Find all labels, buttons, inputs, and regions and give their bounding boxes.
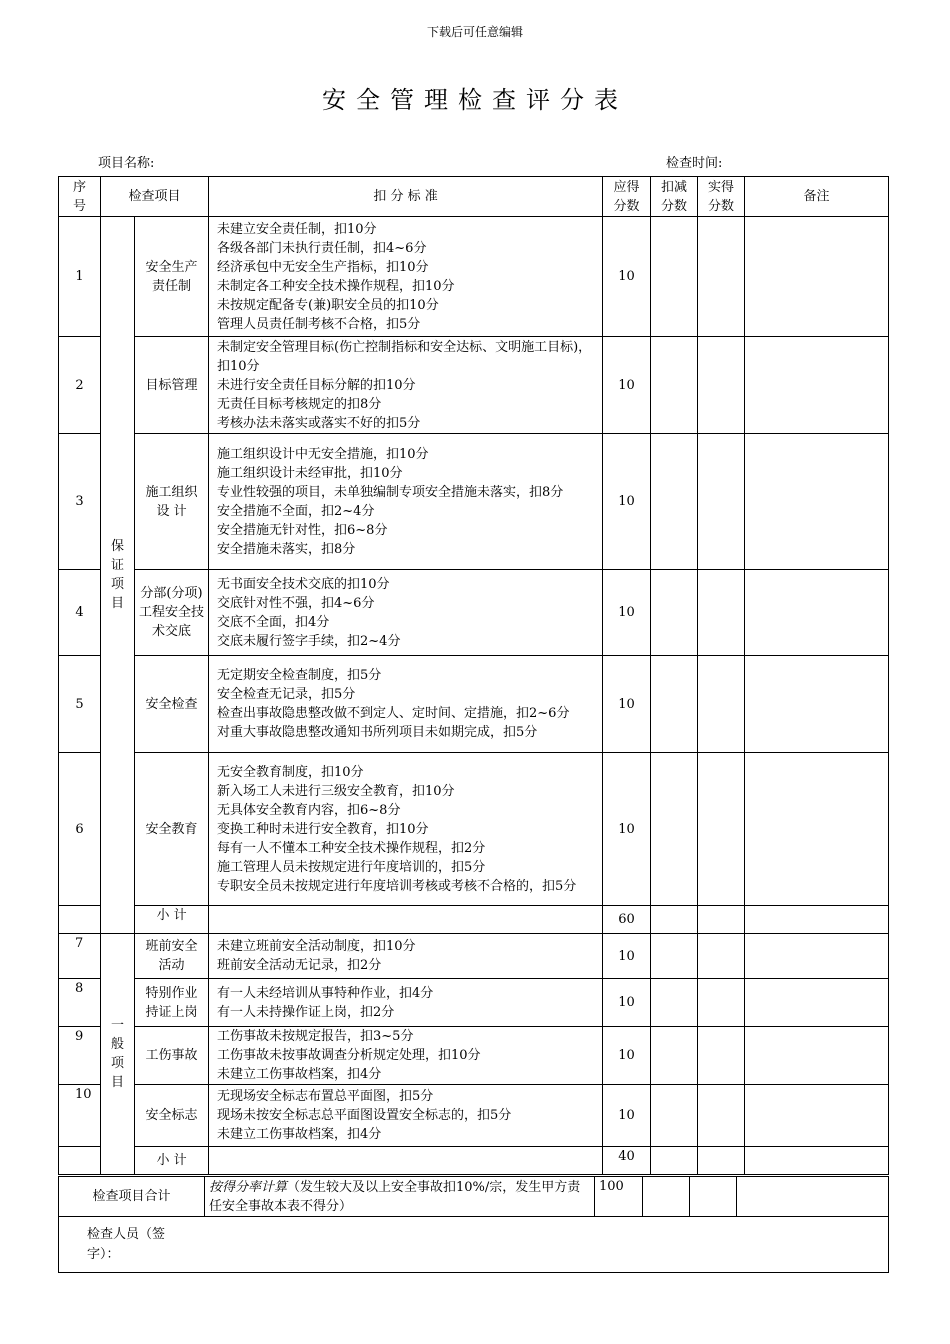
row-actual-cell[interactable] (698, 979, 745, 1027)
criteria-line: 施工组织设计未经审批，扣10分 (217, 465, 403, 481)
subtotal-seq (59, 1147, 101, 1175)
row-should-score: 10 (603, 570, 651, 656)
subtotal-deduct-cell[interactable] (651, 1147, 698, 1175)
criteria-line: 工伤事故未按事故调查分析规定处理，扣10分 (217, 1048, 481, 1063)
criteria-line: 未建立班前安全活动制度，扣10分 (217, 939, 416, 954)
inspection-time-label: 检查时间: (666, 156, 723, 171)
subtotal-score: 60 (603, 906, 651, 934)
row-seq: 6 (59, 753, 101, 906)
criteria-line: 专职安全员未按规定进行年度培训考核或考核不合格的，扣5分 (217, 878, 577, 894)
row-remark-cell[interactable] (745, 753, 889, 906)
row-actual-cell[interactable] (698, 217, 745, 337)
table-row (59, 217, 889, 337)
row-item: 安全标志 (135, 1085, 209, 1147)
table-row (59, 1027, 889, 1085)
col-header-deduct: 扣减 分数 (651, 177, 698, 217)
row-should-score: 10 (603, 337, 651, 434)
criteria-line: 有一人未经培训从事特种作业，扣4分 (217, 985, 434, 1001)
project-name-label: 项目名称: (98, 156, 155, 171)
row-should-score: 10 (603, 217, 651, 337)
criteria-line: 未建立安全责任制，扣10分 (217, 221, 377, 237)
criteria-line: 经济承包中无安全生产指标，扣10分 (217, 259, 429, 275)
row-remark-cell[interactable] (745, 979, 889, 1027)
row-criteria (209, 656, 603, 753)
row-actual-cell[interactable] (698, 753, 745, 906)
group-guarantee-items: 保 证 项 目 (101, 217, 135, 934)
row-remark-cell[interactable] (745, 656, 889, 753)
criteria-line: 工伤事故未按规定报告，扣3~5分 (217, 1029, 414, 1044)
criteria-line: 无现场安全标志布置总平面图，扣5分 (217, 1089, 434, 1104)
row-deduct-cell[interactable] (651, 979, 698, 1027)
row-seq: 5 (59, 656, 101, 753)
criteria-line: 安全措施未落实，扣8分 (217, 541, 356, 557)
criteria-line: 无定期安全检查制度，扣5分 (217, 668, 382, 683)
total-actual-cell[interactable] (690, 1177, 737, 1217)
row-criteria (209, 217, 603, 337)
inspector-row (59, 1217, 889, 1273)
row-deduct-cell[interactable] (651, 753, 698, 906)
row-should-score: 10 (603, 1027, 651, 1085)
table-row (59, 434, 889, 570)
row-deduct-cell[interactable] (651, 217, 698, 337)
row-deduct-cell[interactable] (651, 337, 698, 434)
row-actual-cell[interactable] (698, 656, 745, 753)
total-remark-cell[interactable] (737, 1177, 889, 1217)
row-deduct-cell[interactable] (651, 1027, 698, 1085)
row-criteria (209, 1027, 603, 1085)
table-header-row (59, 177, 889, 217)
row-seq: 7 (59, 934, 101, 979)
criteria-line: 未进行安全责任目标分解的扣10分 (217, 377, 416, 393)
summary-table (58, 1176, 889, 1273)
row-criteria (209, 1085, 603, 1147)
row-actual-cell[interactable] (698, 570, 745, 656)
criteria-line: 安全检查无记录，扣5分 (217, 687, 356, 702)
criteria-line: 专业性较强的项目，未单独编制专项安全措施未落实，扣8分 (217, 484, 564, 500)
row-item: 安全生产 责任制 (135, 217, 209, 337)
col-header-criteria: 扣 分 标 准 (209, 177, 603, 217)
criteria-line: 各级各部门未执行责任制，扣4~6分 (217, 240, 427, 256)
total-label: 检查项目合计 (59, 1177, 205, 1217)
criteria-line: 无书面安全技术交底的扣10分 (217, 576, 390, 592)
subtotal-criteria (209, 1147, 603, 1175)
subtotal-label: 小 计 (135, 1147, 209, 1175)
subtotal-seq (59, 906, 101, 934)
row-remark-cell[interactable] (745, 934, 889, 979)
row-criteria (209, 753, 603, 906)
criteria-line: 施工组织设计中无安全措施，扣10分 (217, 446, 429, 462)
subtotal-row (59, 1147, 889, 1175)
total-criteria (205, 1177, 595, 1217)
row-seq: 10 (59, 1085, 101, 1147)
row-seq: 8 (59, 979, 101, 1027)
subtotal-score: 40 (603, 1147, 651, 1175)
criteria-line: 每有一人不懂本工种安全技术操作规程，扣2分 (217, 840, 486, 856)
inspector-label: 检查人员（签 字）： (87, 1226, 166, 1262)
row-criteria (209, 337, 603, 434)
row-seq: 9 (59, 1027, 101, 1085)
criteria-line: 未按规定配备专(兼)职安全员的扣10分 (217, 297, 439, 313)
row-should-score: 10 (603, 753, 651, 906)
subtotal-remark-cell[interactable] (745, 906, 889, 934)
row-item: 安全检查 (135, 656, 209, 753)
row-should-score: 10 (603, 979, 651, 1027)
col-header-seq: 序 号 (59, 177, 101, 217)
row-item: 施工组织 设 计 (135, 434, 209, 570)
col-header-item: 检查项目 (101, 177, 209, 217)
row-should-score: 10 (603, 434, 651, 570)
subtotal-actual-cell[interactable] (698, 906, 745, 934)
row-item: 分部(分项) 工程安全技 术交底 (135, 570, 209, 656)
row-item: 安全教育 (135, 753, 209, 906)
row-deduct-cell[interactable] (651, 1085, 698, 1147)
table-row (59, 979, 889, 1027)
criteria-line: 对重大事故隐患整改通知书所列项目未如期完成，扣5分 (217, 725, 538, 740)
row-should-score: 10 (603, 656, 651, 753)
row-deduct-cell[interactable] (651, 570, 698, 656)
criteria-line: 新入场工人未进行三级安全教育，扣10分 (217, 783, 455, 799)
row-remark-cell[interactable] (745, 1085, 889, 1147)
row-remark-cell[interactable] (745, 434, 889, 570)
criteria-line: 未制定安全管理目标(伤亡控制指标和安全达标、文明施工目标)，扣10分 (217, 339, 592, 374)
criteria-line: 施工管理人员未按规定进行年度培训的，扣5分 (217, 859, 486, 875)
row-criteria (209, 434, 603, 570)
criteria-line: 安全措施不全面，扣2~4分 (217, 503, 375, 519)
row-seq: 4 (59, 570, 101, 656)
row-actual-cell[interactable] (698, 934, 745, 979)
criteria-line: 交底未履行签字手续，扣2~4分 (217, 633, 401, 649)
criteria-line: 检查出事故隐患整改做不到定人、定时间、定措施，扣2~6分 (217, 706, 570, 721)
row-item: 班前安全 活动 (135, 934, 209, 979)
row-actual-cell[interactable] (698, 337, 745, 434)
subtotal-row (59, 906, 889, 934)
table-row (59, 656, 889, 753)
table-row (59, 1085, 889, 1147)
header-note: 下载后可任意编辑 (426, 25, 523, 39)
group-general-items: 一 般 项 目 (101, 934, 135, 1175)
total-deduct-cell[interactable] (643, 1177, 690, 1217)
row-deduct-cell[interactable] (651, 434, 698, 570)
criteria-line: 变换工种时未进行安全教育，扣10分 (217, 821, 429, 837)
criteria-line: 无具体安全教育内容，扣6~8分 (217, 802, 401, 818)
criteria-line: 现场未按安全标志总平面图设置安全标志的，扣5分 (217, 1108, 512, 1123)
row-item: 目标管理 (135, 337, 209, 434)
score-table (58, 176, 889, 1175)
row-actual-cell[interactable] (698, 434, 745, 570)
subtotal-deduct-cell[interactable] (651, 906, 698, 934)
col-header-remark: 备注 (745, 177, 889, 217)
row-criteria (209, 570, 603, 656)
criteria-line: 无安全教育制度，扣10分 (217, 764, 364, 780)
criteria-line: 交底针对性不强，扣4~6分 (217, 595, 375, 611)
row-item: 工伤事故 (135, 1027, 209, 1085)
criteria-line: 安全措施无针对性，扣6~8分 (217, 522, 388, 538)
subtotal-label: 小 计 (135, 906, 209, 934)
row-deduct-cell[interactable] (651, 656, 698, 753)
subtotal-criteria (209, 906, 603, 934)
row-remark-cell[interactable] (745, 337, 889, 434)
inspector-signature-cell[interactable] (59, 1217, 889, 1273)
criteria-line: 无责任目标考核规定的扣8分 (217, 396, 382, 412)
col-header-actual: 实得 分数 (698, 177, 745, 217)
row-seq: 3 (59, 434, 101, 570)
criteria-line: 管理人员责任制考核不合格，扣5分 (217, 316, 421, 332)
total-criteria-italic: 按得分率计算 (209, 1179, 288, 1195)
row-seq: 2 (59, 337, 101, 434)
subtotal-remark-cell[interactable] (745, 1147, 889, 1175)
row-actual-cell[interactable] (698, 1027, 745, 1085)
table-row (59, 337, 889, 434)
criteria-line: 未建立工伤事故档案，扣4分 (217, 1067, 382, 1082)
criteria-line: 班前安全活动无记录，扣2分 (217, 958, 382, 973)
row-deduct-cell[interactable] (651, 934, 698, 979)
subtotal-actual-cell[interactable] (698, 1147, 745, 1175)
row-seq: 1 (59, 217, 101, 337)
criteria-line: 未建立工伤事故档案，扣4分 (217, 1127, 382, 1142)
row-remark-cell[interactable] (745, 570, 889, 656)
row-should-score: 10 (603, 1085, 651, 1147)
col-header-should: 应得 分数 (603, 177, 651, 217)
table-row (59, 570, 889, 656)
row-remark-cell[interactable] (745, 1027, 889, 1085)
total-score: 100 (595, 1177, 643, 1217)
page-title: 安全管理检查评分表 (322, 86, 628, 114)
row-remark-cell[interactable] (745, 217, 889, 337)
criteria-line: 交底不全面，扣4分 (217, 614, 330, 630)
total-row (59, 1177, 889, 1217)
row-should-score: 10 (603, 934, 651, 979)
row-criteria (209, 979, 603, 1027)
total-criteria-rest: （发生较大及以上安全事故扣10%/宗，发生甲方责任安全事故本表不得分） (209, 1179, 581, 1214)
criteria-line: 有一人未持操作证上岗，扣2分 (217, 1004, 395, 1020)
row-actual-cell[interactable] (698, 1085, 745, 1147)
row-item: 特别作业 持证上岗 (135, 979, 209, 1027)
criteria-line: 考核办法未落实或落实不好的扣5分 (217, 415, 421, 431)
table-row (59, 934, 889, 979)
row-criteria (209, 934, 603, 979)
criteria-line: 未制定各工种安全技术操作规程，扣10分 (217, 278, 455, 294)
table-row (59, 753, 889, 906)
